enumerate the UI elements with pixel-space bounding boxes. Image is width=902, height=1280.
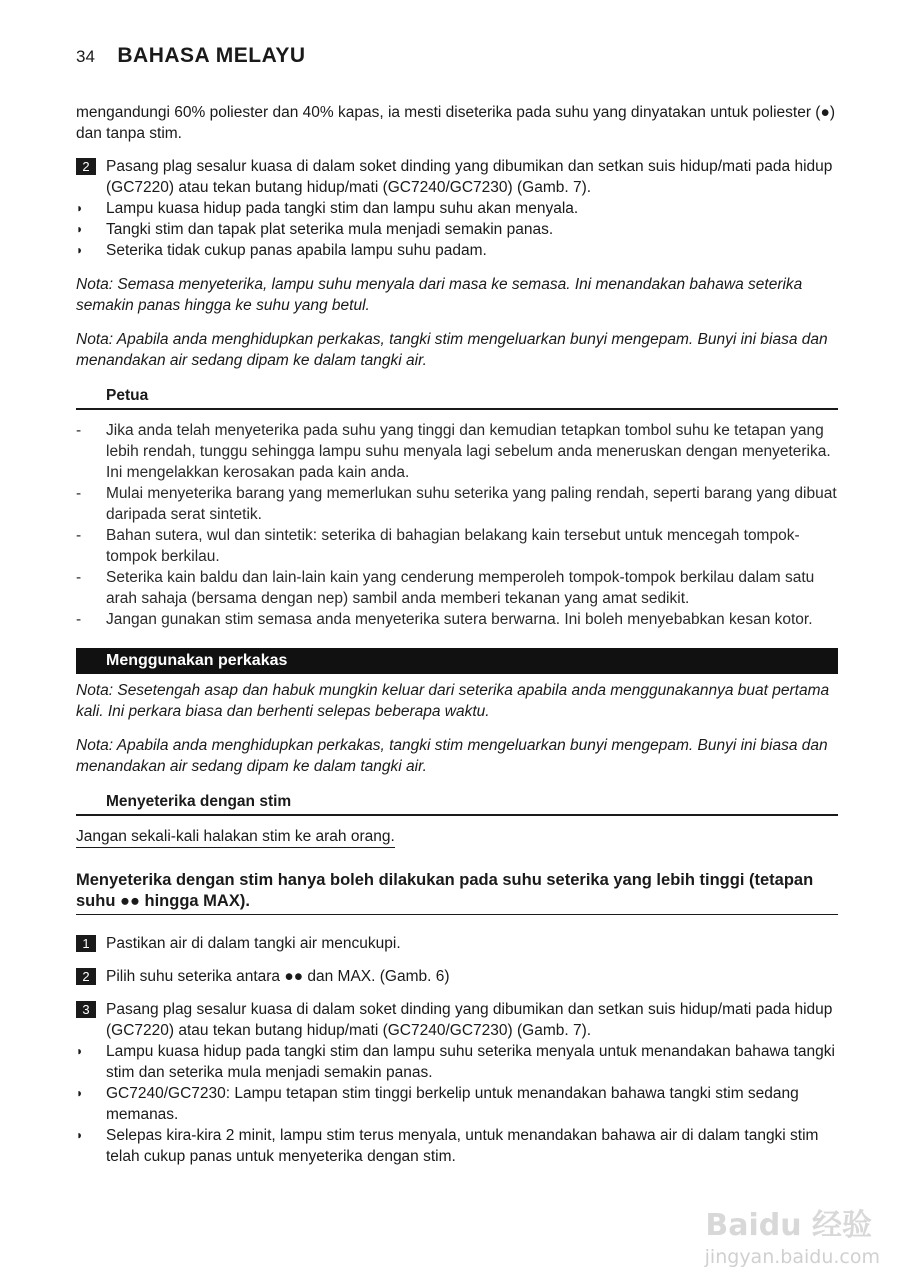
dash-bullet: -	[76, 611, 82, 628]
step-text: Pilih suhu seterika antara ●● dan MAX. (Gamb. 6)	[106, 968, 450, 985]
section-heading-using-appliance: Menggunakan perkakas	[76, 648, 838, 674]
bullet-text: Selepas kira-kira 2 minit, lampu stim terus menyala, untuk menandakan bahawa air di dalam tangki stim telah cukup panas untuk menyeterika dengan stim.	[106, 1127, 819, 1165]
list-item	[76, 609, 838, 630]
note-smoke: Nota: Sesetengah asap dan habuk mungkin keluar dari seterika apabila anda menggunakannya buat pertama kali. Ini perkara biasa dan berhenti selepas beberapa waktu.	[76, 682, 830, 720]
list-item	[76, 525, 838, 567]
dash-bullet: -	[76, 527, 82, 544]
dash-bullet: -	[76, 569, 82, 586]
page-header	[76, 44, 306, 68]
watermark-url: jingyan.baidu.com	[704, 1246, 880, 1268]
step-text: Pasang plag sesalur kuasa di dalam soket dinding yang dibumikan dan setkan suis hidup/mati pada hidup (GC7220) atau tekan butang hidup/mati (GC7240/GC7230) (Gamb. 7).	[106, 158, 833, 196]
list-item	[76, 219, 838, 240]
warning-bold-text: Menyeterika dengan stim hanya boleh dilakukan pada suhu seterika yang lebih tinggi (tetapan suhu ●● hingga MAX).	[76, 870, 838, 915]
list-item	[76, 483, 838, 525]
tip-text: Jangan gunakan stim semasa anda menyeterika sutera berwarna. Ini boleh menyebabkan kesan kotor.	[106, 611, 813, 628]
step-2	[76, 966, 838, 987]
bullet-text: GC7240/GC7230: Lampu tetapan stim tinggi berkelip untuk menandakan bahawa tangki stim sedang memanas.	[106, 1085, 799, 1123]
arrow-bullet-icon: ◗	[76, 222, 84, 236]
step-number: 3	[76, 1001, 96, 1018]
arrow-bullet-icon: ◗	[76, 1086, 84, 1100]
list-item	[76, 420, 838, 483]
arrow-bullet-icon: ◗	[76, 1128, 84, 1142]
arrow-bullet-icon: ◗	[76, 243, 84, 257]
note-pump-sound-2: Nota: Apabila anda menghidupkan perkakas, tangki stim mengeluarkan bunyi mengepam. Bunyi ini biasa dan menandakan air sedang dipam ke dalam tangki air.	[76, 737, 828, 775]
dash-bullet: -	[76, 422, 82, 439]
list-item	[76, 1125, 838, 1167]
list-item	[76, 1083, 838, 1125]
tip-text: Bahan sutera, wul dan sintetik: seterika di bahagian belakang kain tersebut untuk mencegah tompok-tompok berkilau.	[106, 527, 800, 565]
step-text: Pastikan air di dalam tangki air mencukupi.	[106, 935, 401, 952]
note-pump-sound: Nota: Apabila anda menghidupkan perkakas, tangki stim mengeluarkan bunyi mengepam. Bunyi ini biasa dan menandakan air sedang dipam ke dalam tangki air.	[76, 331, 828, 369]
step-3	[76, 999, 838, 1041]
petua-list	[76, 420, 838, 630]
page-title: BAHASA MELAYU	[117, 44, 306, 67]
note-temperature-light: Nota: Semasa menyeterika, lampu suhu menyala dari masa ke semasa. Ini menandakan bahawa seterika semakin panas hingga ke suhu yang betul.	[76, 276, 803, 314]
list-item	[76, 240, 838, 261]
bullet-text: Lampu kuasa hidup pada tangki stim dan lampu suhu akan menyala.	[106, 200, 579, 217]
step-text: Pasang plag sesalur kuasa di dalam soket dinding yang dibumikan dan setkan suis hidup/mati pada hidup (GC7220) atau tekan butang hidup/mati (GC7240/GC7230) (Gamb. 7).	[106, 1001, 833, 1039]
intro-paragraph: mengandungi 60% poliester dan 40% kapas, ia mesti diseterika pada suhu yang dinyatakan untuk poliester (●) dan tanpa stim.	[76, 104, 835, 142]
step-number: 1	[76, 935, 96, 952]
dash-bullet: -	[76, 485, 82, 502]
document-body	[76, 102, 838, 1167]
step-number: 2	[76, 158, 96, 175]
step-2-power-on	[76, 156, 838, 198]
bullet-text: Seterika tidak cukup panas apabila lampu suhu padam.	[106, 242, 487, 259]
baidu-watermark: Baidu 经验	[705, 1208, 872, 1243]
list-item	[76, 567, 838, 609]
tip-text: Jika anda telah menyeterika pada suhu yang tinggi dan kemudian tetapkan tombol suhu ke tetapan yang lebih rendah, tunggu sehingga lampu suhu menyala lagi sebelum anda meneruskan dengan menyeterika. Ini mengelakkan kerosakan pada kain anda.	[106, 422, 831, 481]
page-number: 34	[76, 47, 95, 66]
warning-text: Jangan sekali-kali halakan stim ke arah orang.	[76, 826, 395, 848]
list-item	[76, 1041, 838, 1083]
arrow-bullet-icon: ◗	[76, 201, 84, 215]
tip-text: Mulai menyeterika barang yang memerlukan suhu seterika yang paling rendah, seperti barang yang dibuat daripada serat sintetik.	[106, 485, 837, 523]
bullet-text: Tangki stim dan tapak plat seterika mula menjadi semakin panas.	[106, 221, 554, 238]
bullet-text: Lampu kuasa hidup pada tangki stim dan lampu suhu seterika menyala untuk menandakan bahawa tangki stim dan seterika mula menjadi semakin panas.	[106, 1043, 835, 1081]
list-item	[76, 198, 838, 219]
petua-heading: Petua	[76, 385, 838, 410]
step-1	[76, 933, 838, 954]
arrow-bullet-icon: ◗	[76, 1044, 84, 1058]
tip-text: Seterika kain baldu dan lain-lain kain yang cenderung memperoleh tompok-tompok berkilau dalam satu arah sahaja (bersama dengan nep) sambil anda memberi tekanan yang amat sedikit.	[106, 569, 815, 607]
step-number: 2	[76, 968, 96, 985]
steam-ironing-heading: Menyeterika dengan stim	[76, 791, 838, 816]
